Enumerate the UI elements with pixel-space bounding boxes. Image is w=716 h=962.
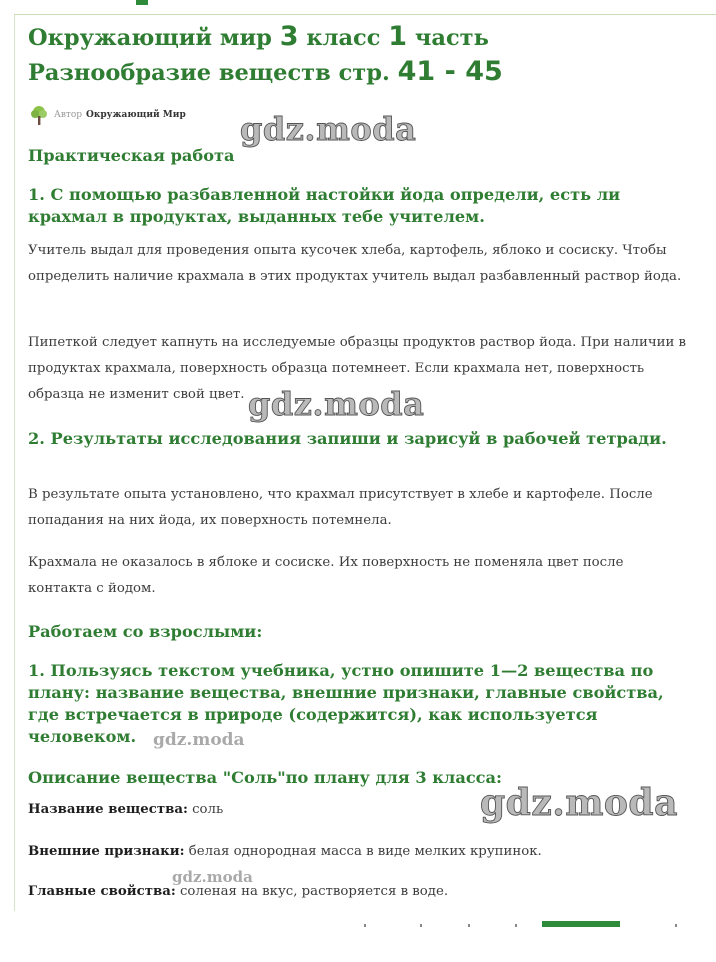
paragraph-4: Крахмала не оказалось в яблоке и сосиске. Их поверхность не поменяла цвет после контакта с йодом. <box>28 555 624 596</box>
top-cropped-strip <box>0 0 716 14</box>
author-label: Автор <box>54 110 83 120</box>
cropped-glyph <box>364 924 366 927</box>
task-heading-3: 1. Пользуясь текстом учебника, устно опишите 1—2 вещества по плану: название вещества, внешние признаки, главные свойства, где встречается в природе (содержится), как используется человеком. <box>28 661 664 746</box>
watermark: gdz.moda <box>172 868 253 886</box>
task-heading-2: 2. Результаты исследования запиши и зарисуй в рабочей тетради. <box>28 429 667 448</box>
task-heading-1: 1. С помощью разбавленной настойки йода определи, есть ли крахмал в продуктах, выданных тебе учителем. <box>28 185 621 226</box>
author-line <box>28 104 186 126</box>
watermark: gdz.moda <box>153 730 245 750</box>
cropped-glyph <box>675 924 677 927</box>
tree-icon <box>28 104 50 126</box>
list-item: Главные свойства: соленая на вкус, растворяется в воде. <box>28 884 449 899</box>
section-heading-practical: Практическая работа <box>28 146 235 165</box>
cropped-glyph <box>420 924 422 927</box>
cropped-glyph <box>468 924 470 927</box>
page-title: Окружающий мир 3 класс 1 часть Разнообразие веществ стр. 41 - 45 <box>28 21 503 87</box>
salt-subheading: Описание вещества "Соль"по плану для 3 класса: <box>28 768 502 787</box>
paragraph-1: Учитель выдал для проведения опыта кусочек хлеба, картофель, яблоко и сосиску. Чтобы определить наличие крахмала в этих продуктах учитель выдал разбавленный раствор йода. <box>28 243 682 284</box>
bottom-cropped-bar <box>0 912 716 962</box>
watermark: gdz.moda <box>248 385 425 423</box>
section-heading-adults: Работаем со взрослыми: <box>28 622 263 641</box>
author-name[interactable]: Окружающий Мир <box>86 110 186 120</box>
green-button[interactable] <box>542 921 620 927</box>
paragraph-3: В результате опыта установлено, что крахмал присутствует в хлебе и картофеле. После попадания на них йода, их поверхность потемнела. <box>28 487 653 528</box>
paragraph-2: Пипеткой следует капнуть на исследуемые образцы продуктов раствор йода. При наличии в продуктах крахмала, поверхность образца потемнеет. Если крахмала нет, поверхность образца не изменит свой цвет. <box>28 335 687 402</box>
green-marker <box>136 0 148 5</box>
watermark: gdz.moda <box>480 782 678 824</box>
cropped-glyph <box>515 924 517 927</box>
list-item: Внешние признаки: белая однородная масса в виде мелких крупинок. <box>28 844 542 859</box>
watermark: gdz.moda <box>240 110 417 148</box>
list-item: Название вещества: соль <box>28 802 224 817</box>
